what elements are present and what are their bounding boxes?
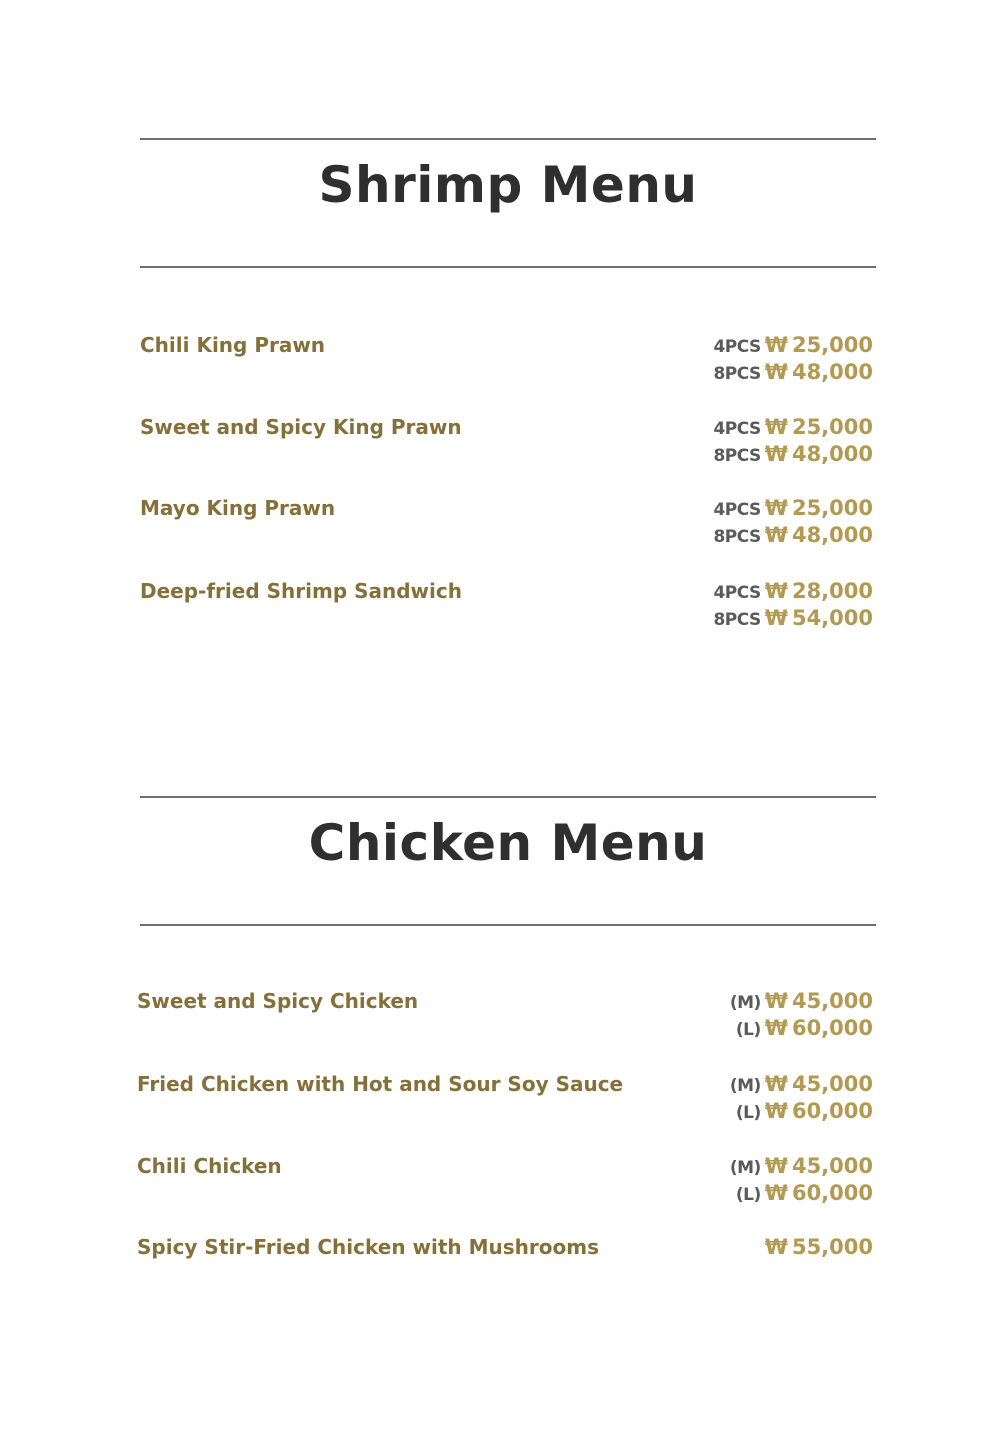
price-row [613, 495, 873, 522]
top-divider [140, 796, 876, 798]
item-name: Sweet and Spicy King Prawn [140, 415, 462, 439]
price-list [613, 414, 873, 468]
price-amount: 25,000 [791, 415, 873, 439]
won-symbol: ₩ [764, 989, 788, 1013]
price-list [613, 495, 873, 549]
menu-item [140, 495, 876, 565]
won-symbol: ₩ [764, 1016, 788, 1040]
price-row [613, 522, 873, 549]
won-symbol: ₩ [764, 523, 788, 547]
portion-label: (M) [729, 993, 761, 1013]
portion-label: 4PCS [713, 583, 761, 603]
item-name: Spicy Stir-Fried Chicken with Mushrooms [137, 1235, 599, 1259]
price-list [613, 1071, 873, 1125]
price-amount: 54,000 [791, 606, 873, 630]
portion-label: 4PCS [713, 419, 761, 439]
won-symbol: ₩ [764, 496, 788, 520]
section-title: Chicken Menu [308, 814, 708, 872]
price-row [613, 359, 873, 386]
price-list [613, 332, 873, 386]
price-amount: 45,000 [791, 989, 873, 1013]
item-name: Chili King Prawn [140, 333, 326, 357]
top-divider [140, 138, 876, 140]
price-row [613, 1234, 873, 1261]
menu-item [137, 1234, 876, 1304]
won-symbol: ₩ [764, 1235, 788, 1259]
price-row [613, 988, 873, 1015]
portion-label: 4PCS [713, 500, 761, 520]
price-list [613, 578, 873, 632]
bottom-divider [140, 924, 876, 926]
price-row [613, 1015, 873, 1042]
price-row [613, 1153, 873, 1180]
chicken-menu-section [137, 796, 876, 1296]
price-list [613, 988, 873, 1042]
portion-label: (L) [735, 1020, 761, 1040]
won-symbol: ₩ [764, 1072, 788, 1096]
menu-item [140, 414, 876, 484]
price-list [613, 1153, 873, 1207]
menu-item [137, 988, 876, 1058]
price-row [613, 605, 873, 632]
won-symbol: ₩ [764, 1099, 788, 1123]
price-amount: 48,000 [791, 523, 873, 547]
shrimp-menu-section [140, 138, 876, 638]
price-row [613, 1071, 873, 1098]
item-name: Deep-fried Shrimp Sandwich [140, 579, 462, 603]
price-amount: 45,000 [791, 1154, 873, 1178]
won-symbol: ₩ [764, 360, 788, 384]
item-name: Fried Chicken with Hot and Sour Soy Sauce [137, 1072, 624, 1096]
price-amount: 45,000 [791, 1072, 873, 1096]
item-name: Sweet and Spicy Chicken [137, 989, 419, 1013]
price-row [613, 1098, 873, 1125]
price-amount: 25,000 [791, 496, 873, 520]
won-symbol: ₩ [764, 606, 788, 630]
price-amount: 60,000 [791, 1181, 873, 1205]
price-amount: 25,000 [791, 333, 873, 357]
section-title: Shrimp Menu [318, 156, 698, 214]
menu-item [140, 332, 876, 402]
portion-label: (L) [735, 1103, 761, 1123]
portion-label: (M) [729, 1076, 761, 1096]
portion-label: (M) [729, 1158, 761, 1178]
item-name: Chili Chicken [137, 1154, 282, 1178]
won-symbol: ₩ [764, 415, 788, 439]
menu-item [137, 1071, 876, 1141]
price-row [613, 441, 873, 468]
price-list [613, 1234, 873, 1261]
won-symbol: ₩ [764, 442, 788, 466]
portion-label: 8PCS [713, 364, 761, 384]
price-amount: 60,000 [791, 1016, 873, 1040]
won-symbol: ₩ [764, 333, 788, 357]
portion-label: 4PCS [713, 337, 761, 357]
price-amount: 55,000 [791, 1235, 873, 1259]
bottom-divider [140, 266, 876, 268]
price-row [613, 578, 873, 605]
won-symbol: ₩ [764, 1181, 788, 1205]
won-symbol: ₩ [764, 1154, 788, 1178]
price-amount: 48,000 [791, 360, 873, 384]
menu-item [137, 1153, 876, 1223]
portion-label: 8PCS [713, 446, 761, 466]
price-amount: 48,000 [791, 442, 873, 466]
price-row [613, 1180, 873, 1207]
portion-label: (L) [735, 1185, 761, 1205]
won-symbol: ₩ [764, 579, 788, 603]
price-row [613, 414, 873, 441]
menu-item [140, 578, 876, 648]
portion-label: 8PCS [713, 527, 761, 547]
portion-label: 8PCS [713, 610, 761, 630]
price-row [613, 332, 873, 359]
item-name: Mayo King Prawn [140, 496, 336, 520]
price-amount: 60,000 [791, 1099, 873, 1123]
price-amount: 28,000 [791, 579, 873, 603]
